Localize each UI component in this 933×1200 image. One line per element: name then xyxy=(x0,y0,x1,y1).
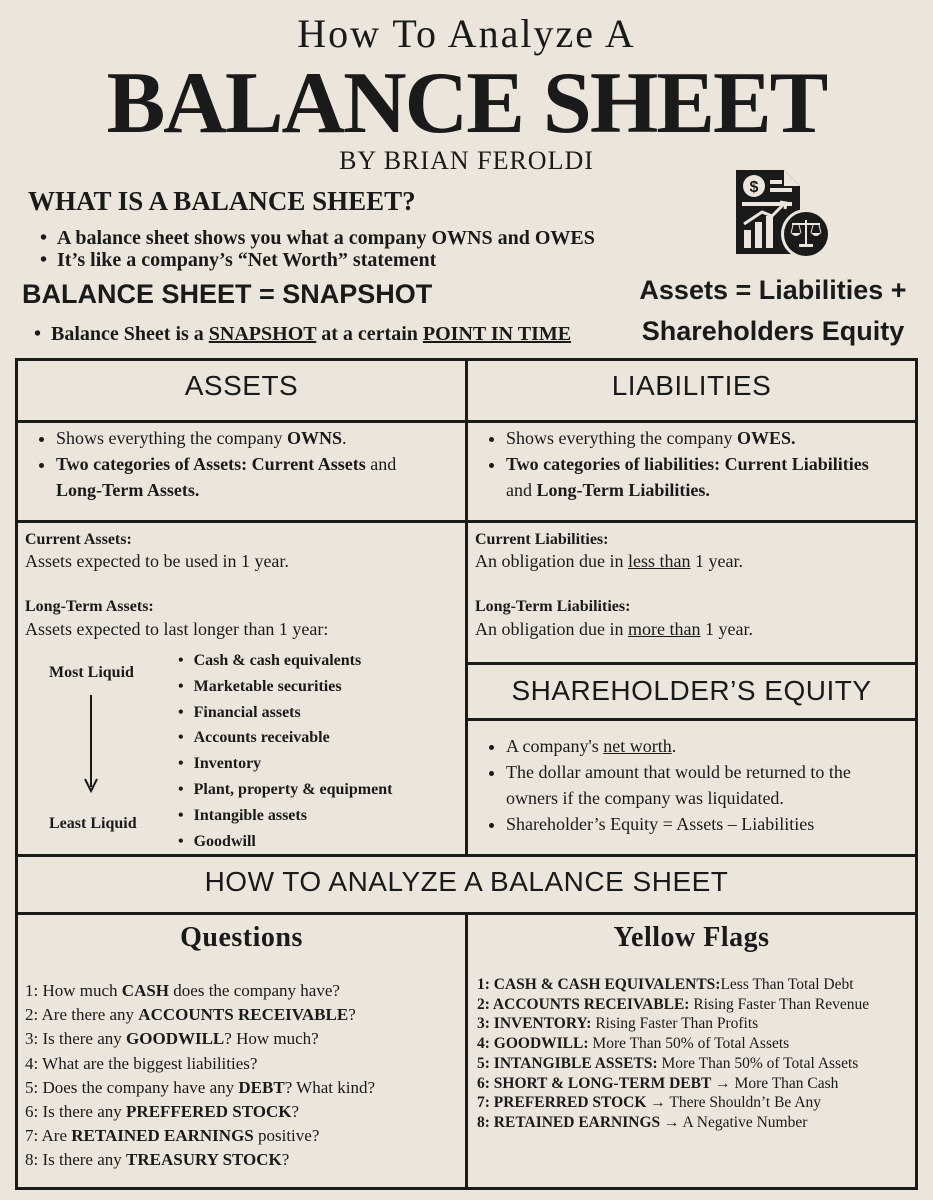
flag-text: → There Shouldn’t Be Any xyxy=(646,1094,822,1112)
assets-title: ASSETS xyxy=(184,370,299,401)
formula-line-2: Shareholders Equity xyxy=(641,316,905,346)
list-item xyxy=(477,1113,869,1133)
assets-b2-line2: Long-Term Assets. xyxy=(56,480,200,500)
question-post: positive? xyxy=(253,1126,320,1146)
equity-b1-pre: A company's xyxy=(506,736,604,756)
yellow-flags-list xyxy=(477,975,869,1133)
flag-text: → A Negative Number xyxy=(660,1113,808,1131)
question-pre: 1: How much xyxy=(25,981,122,1000)
list-item xyxy=(477,1074,869,1094)
longterm-assets-label: Long-Term Assets: xyxy=(25,598,154,615)
flag-bold: 1: CASH & CASH EQUIVALENTS: xyxy=(477,976,721,993)
liab-b2-bold: Two categories of liabilities: Current Liabilities xyxy=(506,454,869,474)
what-is-bullet-2: • It’s like a company’s “Net Worth” statement xyxy=(40,249,436,272)
flag-text: Rising Faster Than Revenue xyxy=(689,995,870,1013)
current-liabilities-label: Current Liabilities: xyxy=(475,531,609,548)
list-item xyxy=(25,1076,375,1100)
question-pre: 6: Is there any xyxy=(25,1102,127,1122)
current-liab-post: 1 year. xyxy=(690,551,743,571)
snapshot-word: SNAPSHOT xyxy=(208,323,317,345)
list-item xyxy=(25,1027,375,1051)
svg-text:$: $ xyxy=(749,179,759,196)
list-item: • Financial assets xyxy=(178,700,392,726)
snapshot-bullet xyxy=(34,323,571,346)
question-post: does the company have? xyxy=(169,981,340,1000)
current-liab-pre: An obligation due in xyxy=(475,551,628,571)
list-item: • Marketable securities xyxy=(178,674,392,700)
longterm-liab-u: more than xyxy=(627,619,701,639)
divider xyxy=(466,718,918,721)
flag-bold: 4: GOODWILL: xyxy=(477,1035,589,1053)
list-item: • Plant, property & equipment xyxy=(178,777,392,803)
flag-text: → More Than Cash xyxy=(711,1074,839,1092)
equity-b1-u: net worth xyxy=(603,736,672,756)
current-assets-text: Assets expected to be used in 1 year. xyxy=(25,551,289,571)
longterm-liab-pre: An obligation due in xyxy=(475,619,628,639)
longterm-liab-post: 1 year. xyxy=(700,619,753,639)
list-item xyxy=(477,1034,869,1054)
list-item: • Goodwill xyxy=(178,829,392,855)
liab-b1-bold: OWES. xyxy=(736,428,796,448)
list-item: • Intangible assets xyxy=(178,803,392,829)
page-title: BALANCE SHEET xyxy=(106,55,827,152)
question-pre: 7: Are xyxy=(25,1126,72,1146)
list-item xyxy=(25,979,375,1003)
assets-bullet-1 xyxy=(56,425,456,451)
question-bold: TREASURY STOCK xyxy=(126,1150,282,1170)
assets-b1-post: . xyxy=(341,428,347,448)
point-in-time-word: POINT IN TIME xyxy=(422,323,572,345)
liquidity-list xyxy=(178,648,392,854)
least-liquid-label: Least Liquid xyxy=(49,815,137,832)
current-assets-label: Current Assets: xyxy=(25,531,132,548)
liab-b1-pre: Shows everything the company xyxy=(506,428,737,448)
assets-b2-bold: Two categories of Assets: Current Assets xyxy=(56,454,366,474)
list-item xyxy=(477,1093,869,1113)
list-item xyxy=(477,975,869,995)
question-post: ? What kind? xyxy=(284,1077,376,1097)
question-bold: GOODWILL xyxy=(126,1029,225,1049)
question-post: ? xyxy=(348,1005,356,1025)
assets-b1-pre: Shows everything the company xyxy=(56,428,287,448)
flag-text: More Than 50% of Total Assets xyxy=(588,1035,790,1053)
question-pre: 4: What are the biggest liabilities? xyxy=(25,1053,258,1073)
current-liabilities-text xyxy=(475,548,743,574)
flag-text: Rising Faster Than Profits xyxy=(591,1015,759,1033)
list-item xyxy=(25,1052,375,1076)
question-post: ? How much? xyxy=(224,1029,319,1049)
flag-bold: 3: INVENTORY: xyxy=(477,1015,592,1033)
snapshot-bullet-prefix: Balance Sheet is a xyxy=(51,323,209,345)
liab-b2-line2-pre: and xyxy=(506,480,537,500)
list-item: • Cash & cash equivalents xyxy=(178,648,392,674)
flag-bold: 7: PREFERRED STOCK xyxy=(477,1094,647,1112)
list-item: • Accounts receivable xyxy=(178,725,392,751)
balance-formula xyxy=(628,270,918,352)
liquidity-arrow-icon xyxy=(84,695,98,795)
longterm-assets-text: Assets expected to last longer than 1 year: xyxy=(25,619,329,639)
equity-b2-line2: owners if the company was liquidated. xyxy=(506,788,784,808)
flag-bold: 2: ACCOUNTS RECEIVABLE: xyxy=(477,995,690,1013)
most-liquid-label: Most Liquid xyxy=(49,664,134,681)
question-post: ? xyxy=(291,1102,300,1122)
list-item xyxy=(477,1054,869,1074)
liab-b2-line2-bold: Long-Term Liabilities. xyxy=(536,480,710,500)
header-subtitle: How To Analyze A xyxy=(297,11,636,56)
assets-b2-mid: and xyxy=(365,454,397,474)
list-item: • Inventory xyxy=(178,751,392,777)
byline: BY BRIAN FEROLDI xyxy=(339,146,594,175)
list-item xyxy=(25,1003,375,1027)
snapshot-heading: BALANCE SHEET = SNAPSHOT xyxy=(22,279,433,309)
question-pre: 5: Does the company have any xyxy=(25,1077,239,1097)
liabilities-title: LIABILITIES xyxy=(611,370,772,401)
divider xyxy=(465,358,468,856)
equity-bullet-3: • Shareholder’s Equity = Assets – Liabilities xyxy=(506,811,911,837)
list-item xyxy=(25,1100,375,1124)
liabilities-bullet-2 xyxy=(506,451,911,503)
equity-b1-post: . xyxy=(671,736,677,756)
list-item xyxy=(25,1124,375,1148)
question-post: ? xyxy=(281,1150,290,1170)
liabilities-bullet-1 xyxy=(506,425,911,451)
liabilities-bullets xyxy=(486,425,911,503)
yellow-flags-title: Yellow Flags xyxy=(613,922,770,953)
equity-bullets xyxy=(486,733,911,837)
longterm-liabilities-label: Long-Term Liabilities: xyxy=(475,598,631,615)
flag-bold: 6: SHORT & LONG-TERM DEBT xyxy=(477,1074,712,1092)
question-bold: PREFFERED STOCK xyxy=(126,1102,292,1122)
equity-bullet-2 xyxy=(506,759,911,811)
question-bold: RETAINED EARNINGS xyxy=(71,1126,254,1146)
longterm-liabilities-text xyxy=(475,616,753,642)
what-is-bullet-1: • A balance sheet shows you what a company OWNS and OWES xyxy=(40,227,595,250)
snapshot-bullet-mid: at a certain xyxy=(316,323,423,345)
question-bold: ACCOUNTS RECEIVABLE xyxy=(138,1005,349,1025)
list-item xyxy=(477,995,869,1015)
assets-bullet-2 xyxy=(56,451,456,503)
current-liab-u: less than xyxy=(627,551,691,571)
financial-document-scales-icon xyxy=(732,166,832,266)
questions-title: Questions xyxy=(180,922,303,953)
equity-bullet-1 xyxy=(506,733,911,759)
flag-text: More Than 50% of Total Assets xyxy=(657,1054,859,1072)
equity-title: SHAREHOLDER’S EQUITY xyxy=(511,675,872,706)
list-item xyxy=(25,1148,375,1172)
flag-bold: 5: INTANGIBLE ASSETS: xyxy=(477,1054,658,1072)
question-pre: 8: Is there any xyxy=(25,1150,127,1170)
assets-b1-bold: OWNS xyxy=(286,428,342,448)
questions-list xyxy=(25,979,375,1173)
equity-b2-line1: The dollar amount that would be returned to the xyxy=(506,762,851,782)
flag-bold: 8: RETAINED EARNINGS xyxy=(477,1113,661,1131)
divider xyxy=(466,662,918,665)
what-is-heading: WHAT IS A BALANCE SHEET? xyxy=(28,186,416,216)
question-pre: 2: Are there any xyxy=(25,1005,139,1025)
list-item xyxy=(477,1014,869,1034)
question-pre: 3: Is there any xyxy=(25,1029,127,1049)
formula-line-1: Assets = Liabilities + xyxy=(639,275,907,305)
assets-bullets xyxy=(36,425,456,503)
question-bold: CASH xyxy=(121,981,170,1000)
analyze-title: HOW TO ANALYZE A BALANCE SHEET xyxy=(204,866,729,897)
question-bold: DEBT xyxy=(238,1077,285,1097)
flag-text: Less Than Total Debt xyxy=(720,976,854,993)
